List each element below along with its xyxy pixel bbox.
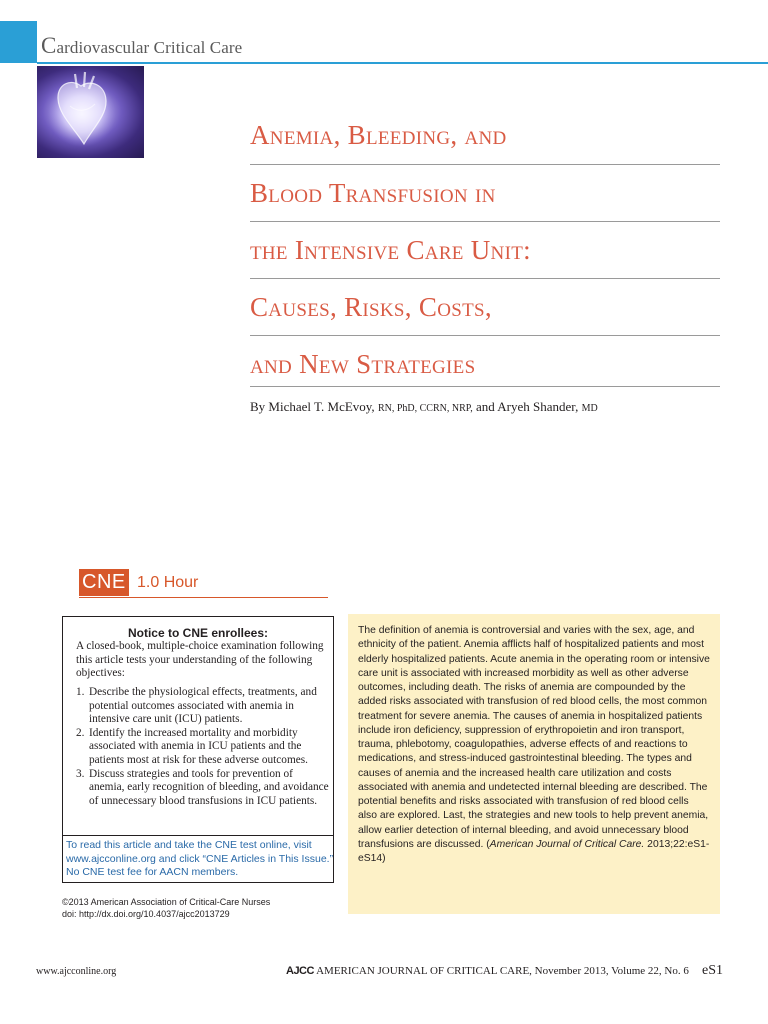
cne-rule — [79, 597, 328, 598]
citation-details: 2013;22:eS1-eS14) — [358, 838, 710, 864]
footer-journal — [286, 965, 689, 977]
citation-open: ( — [486, 838, 490, 850]
article-title-line-4: Causes, Risks, Costs, — [250, 292, 492, 322]
byline — [250, 399, 598, 415]
notice-heading: Notice to CNE enrollees: — [127, 626, 269, 640]
article-title-line-5: and New Strategies — [250, 349, 476, 379]
byline-credentials-2: MD — [581, 403, 598, 414]
objective-text: Describe the physiological effects, treatments, and potential outcomes associated with anemia in intensive care unit (ICU) patients. — [89, 686, 317, 726]
citation-journal: American Journal of Critical Care. — [489, 838, 645, 850]
heart-icon — [37, 66, 144, 158]
cne-online-notice: To read this article and take the CNE test online, visit www.ajcconline.org and click “CNE Articles in This Issue.” No CNE test fee for AACN members. — [66, 839, 334, 878]
title-rule — [250, 164, 720, 165]
objective-item — [76, 686, 330, 727]
title-rule — [250, 335, 720, 336]
abstract-box — [348, 614, 720, 914]
notice-intro: A closed-book, multiple-choice examination following this article tests your understanding of the following objectives: — [76, 640, 324, 680]
footer-url[interactable]: www.ajcconline.org — [36, 966, 117, 977]
section-rule — [37, 62, 768, 64]
title-rule — [250, 386, 720, 387]
section-color-bar — [0, 21, 37, 63]
page-number: eS1 — [702, 963, 723, 978]
objective-number: 1. — [76, 686, 85, 698]
section-title-rest: ardiovascular Critical Care — [56, 38, 243, 57]
notice-divider — [62, 835, 334, 836]
objective-text: Discuss strategies and tools for prevention of anemia, early recognition of bleeding, and avoidance of unnecessary blood transfusions in ICU patients. — [89, 767, 329, 807]
article-title-line-1: Anemia, Bleeding, and — [250, 120, 507, 150]
copyright-block — [62, 896, 270, 920]
title-rule — [250, 221, 720, 222]
objective-number: 2. — [76, 726, 85, 739]
objective-item — [76, 768, 330, 809]
section-title — [41, 33, 242, 59]
cne-hours: 1.0 Hour — [137, 574, 199, 591]
byline-author-1: By Michael T. McEvoy, — [250, 399, 378, 414]
cne-logo: CNE — [79, 569, 129, 596]
objective-item — [76, 727, 330, 768]
footer-journal-text: AMERICAN JOURNAL OF CRITICAL CARE, November 2013, Volume 22, No. 6 — [313, 965, 689, 977]
objectives-list — [76, 686, 330, 808]
section-title-initial: C — [41, 33, 57, 58]
objective-number: 3. — [76, 767, 85, 780]
byline-author-2: and Aryeh Shander, — [472, 399, 582, 414]
byline-credentials-1: RN, PhD, CCRN, NRP, — [377, 403, 473, 414]
abstract-text — [358, 624, 710, 866]
objective-text: Identify the increased mortality and morbidity associated with anemia in ICU patients and the patients most at risk for these adverse outcomes. — [89, 726, 308, 766]
article-title-line-2: Blood Transfusion in — [250, 178, 496, 208]
doi-line: doi: http://dx.doi.org/10.4037/ajcc2013729 — [62, 909, 230, 919]
abstract-body: The definition of anemia is controversial and varies with the sex, age, and ethnicity of the patient. Anemia afflicts half of hospitalized patients and most elderly hospitalized patients. Acute anemia in the operating room or intensive care unit is associated with increased morbidity as well as other adverse outcomes, including death. The risks of anemia are compounded by the added risks associated with transfusion of red blood cells, the most common treatment for severe anemia. The causes of anemia in hospitalized patients include iron deficiency, suppression of erythropoietin and iron transport, trauma, phlebotomy, coagulopathies, adverse effects of and reactions to medications, and stress-induced gastrointestinal bleeding. The types and causes of anemia and the increased health care utilization and costs associated with anemia and undetected internal bleeding are described. The potential benefits and risks associated with transfusion of red blood cells also are explored. Last, the strategies and new tools to help prevent anemia, allow earlier detection of internal bleeding, and avoid unnecessary blood transfusions are discussed. — [358, 625, 710, 850]
heart-image — [37, 66, 144, 158]
ajcc-logo: AJCC — [286, 965, 314, 977]
copyright-line: ©2013 American Association of Critical-Care Nurses — [62, 897, 271, 907]
article-title-line-3: the Intensive Care Unit: — [250, 235, 531, 265]
title-rule — [250, 278, 720, 279]
